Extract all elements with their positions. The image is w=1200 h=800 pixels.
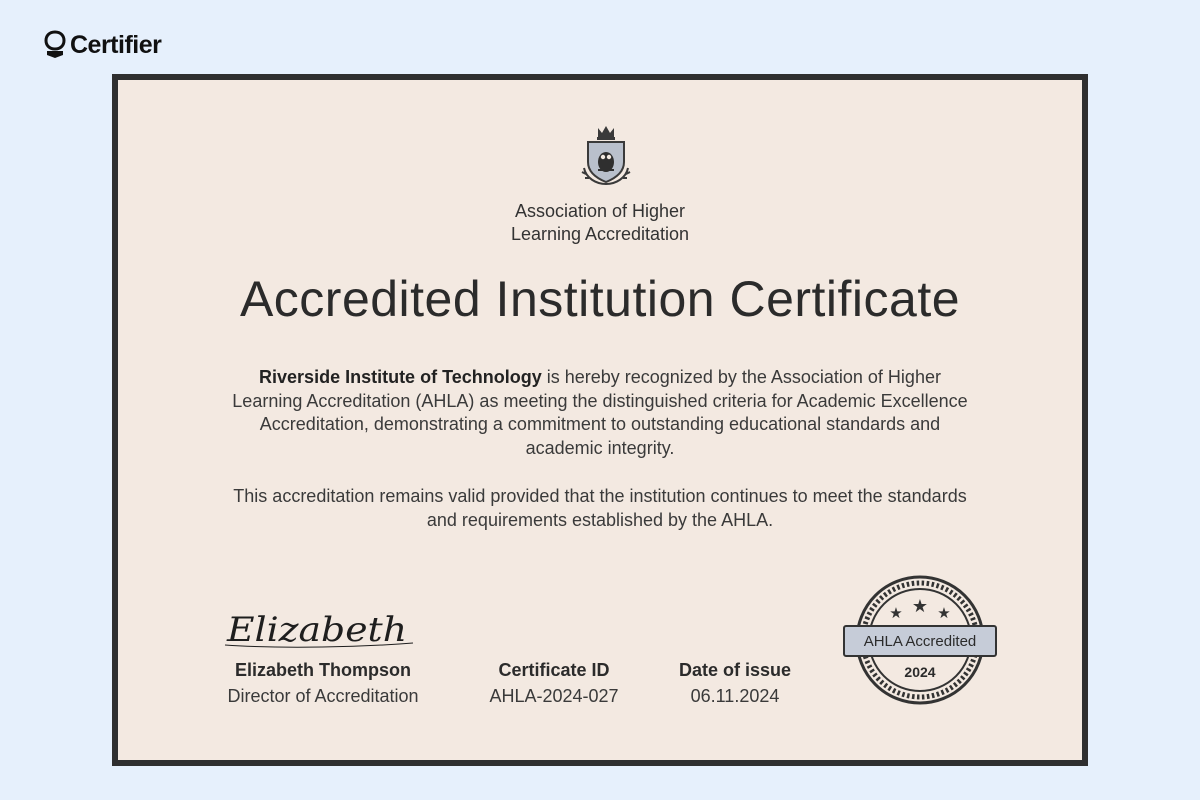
accreditation-seal — [840, 570, 1000, 710]
signature-text: Elizabeth — [225, 610, 407, 650]
signature — [223, 605, 423, 653]
certificate-title: Accredited Institution Certificate — [239, 271, 961, 327]
certificate-id-block — [464, 658, 644, 710]
organization-name-line1: Association of Higher — [514, 201, 686, 221]
seal-star-icon: ★ — [911, 596, 929, 616]
certifier-logo-icon — [44, 30, 66, 60]
signer-block — [208, 658, 438, 710]
date-of-issue-label: Date of issue — [678, 660, 792, 680]
validity-note: This accreditation remains valid provided that the institution continues to meet the standards and requirements established by the AHLA. — [233, 486, 967, 530]
date-of-issue-value: 06.11.2024 — [690, 686, 780, 706]
date-of-issue-block — [660, 658, 810, 710]
organization-name — [118, 200, 1082, 246]
brand-name: Certifier — [70, 30, 162, 59]
seal-year: 2024 — [904, 664, 936, 680]
crest-icon — [580, 124, 632, 186]
certificate-body — [228, 366, 972, 460]
signer-name: Elizabeth Thompson — [234, 660, 411, 680]
seal-star-icon: ★ — [889, 605, 903, 622]
seal-banner-text: AHLA Accredited — [863, 633, 977, 650]
brand-logo[interactable] — [44, 30, 161, 60]
seal-star-icon: ★ — [937, 605, 951, 622]
signer-role: Director of Accreditation — [227, 686, 419, 706]
organization-name-line2: Learning Accreditation — [510, 224, 690, 244]
recipient-name: Riverside Institute of Technology — [259, 367, 542, 387]
certificate-id-label: Certificate ID — [498, 660, 610, 680]
certificate — [112, 74, 1088, 766]
certificate-body-text: is hereby recognized by the Association of Higher Learning Accreditation (AHLA) as meeting the distinguished criteria for Academic Excellence Accreditation, demonstrating a commitment to outstanding educational standards and academic integrity. — [232, 367, 968, 458]
certificate-id-value: AHLA-2024-027 — [489, 686, 619, 706]
